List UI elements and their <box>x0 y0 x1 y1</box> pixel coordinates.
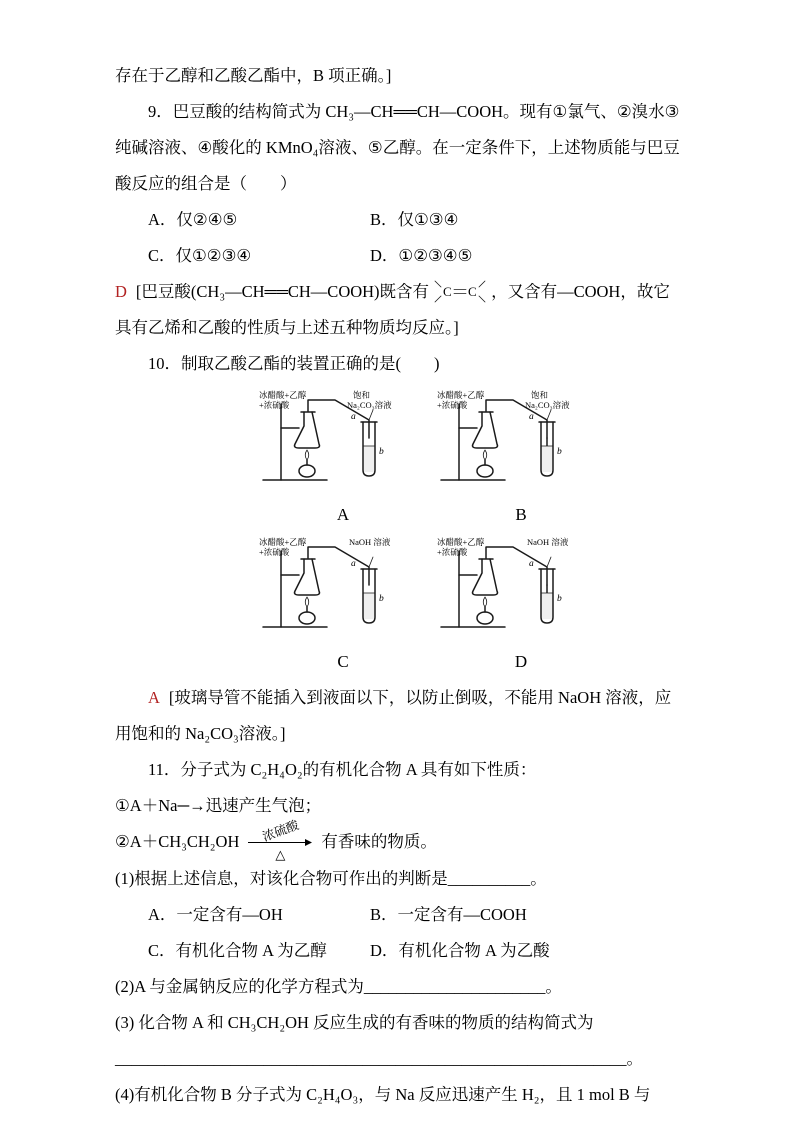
q9-option-d: D．①②③④⑤ <box>370 246 473 265</box>
apparatus-option-d <box>435 535 607 674</box>
q11-sub3-blank: ______________________________________________________________。 <box>115 1048 643 1068</box>
apparatus-d-drawing <box>435 535 607 637</box>
q10-answer-text: [玻璃导管不能插入到液面以下，以防止倒吸，不能用 NaOH 溶液，应用饱和的 Na₂CO₃溶液。] <box>115 688 672 743</box>
svg-text:C: C <box>468 284 477 299</box>
q11-condition-2-reactants: ②A＋CH₃CH₂OH <box>115 832 240 851</box>
receiver-label-line1: 饱和 <box>353 390 371 400</box>
q9-answer-text-before: [巴豆酸(CH₃—CH══CH—COOH)既含有 <box>135 282 430 301</box>
q11-option-b: B．一定含有—COOH <box>370 904 527 924</box>
reagent-label-line2: +浓硫酸 <box>259 547 290 557</box>
q11-condition-1: ①A＋Na─→迅速产生气泡； <box>115 796 322 815</box>
q9-option-a: A．仅②④⑤ <box>148 210 238 229</box>
apparatus-option-a <box>257 388 429 527</box>
q11-condition-2-product: 有香味的物质。 <box>321 832 437 851</box>
q10-answer <box>115 680 684 752</box>
q11-option-c: C．有机化合物 A 为乙醇 <box>148 940 327 960</box>
apparatus-letter-a: A <box>336 505 350 524</box>
reagent-label-line1: 冰醋酸+乙醇 <box>437 537 485 547</box>
tube-point-b-label: b <box>379 447 384 457</box>
apparatus-letter-c: C <box>337 652 349 671</box>
receiver-label-line2: Na₂CO₃溶液 <box>525 400 570 410</box>
apparatus-b-drawing <box>435 388 607 490</box>
tube-point-b-label: b <box>379 594 384 604</box>
reaction-arrow-icon <box>247 838 313 847</box>
receiver-label-line1: 饱和 <box>531 390 549 400</box>
arrow-above-label: 浓硫酸 <box>260 818 301 845</box>
receiver-label-line1: NaOH 溶液 <box>527 537 569 547</box>
q11-sub3-text: (3) 化合物 A 和 CH₃CH₂OH 反应生成的有香味的物质的结构简式为 <box>115 1012 594 1032</box>
svg-text:C: C <box>443 284 452 299</box>
q11-condition-2 <box>115 818 684 862</box>
q9-option-c: C．仅①②③④ <box>148 246 252 265</box>
apparatus-a-drawing <box>257 388 429 490</box>
q11-option-d: D．有机化合物 A 为乙酸 <box>370 940 550 960</box>
q9-options <box>115 202 684 274</box>
reagent-label-line2: +浓硫酸 <box>437 547 468 557</box>
tube-point-b-label: b <box>557 447 562 457</box>
reagent-label-line1: 冰醋酸+乙醇 <box>259 390 307 400</box>
q9-answer-letter: D <box>115 282 127 301</box>
q9-option-b: B．仅①③④ <box>370 210 459 229</box>
apparatus-option-b <box>435 388 607 527</box>
reagent-label-line1: 冰醋酸+乙醇 <box>437 390 485 400</box>
arrow-below-label: △ <box>275 846 286 862</box>
apparatus-letter-d: D <box>514 652 528 671</box>
q9-stem: 9．巴豆酸的结构简式为 CH₃—CH══CH—COOH。现有①氯气、②溴水③纯碱溶液、④酸化的 KMnO₄溶液、⑤乙醇。在一定条件下，上述物质能与巴豆酸反应的组合是（ ） <box>115 102 680 193</box>
q11-option-a: A．一定含有—OH <box>148 904 283 924</box>
reagent-label-line2: +浓硫酸 <box>259 400 290 410</box>
q11-sub3 <box>115 1005 684 1077</box>
q11-stem: 11．分子式为 C₂H₄O₂的有机化合物 A 具有如下性质： <box>148 760 537 779</box>
q9-answer-text-after: ，又含有—COOH，故它具有乙烯和乙酸的性质与上述五种物质均反应。] <box>115 282 670 337</box>
reagent-label-line1: 冰醋酸+乙醇 <box>259 537 307 547</box>
q11-sub4: (4)有机化合物 B 分子式为 C₂H₄O₃，与 Na 反应迅速产生 H₂，且 1 mol B 与 <box>115 1084 651 1104</box>
tube-point-a-label: a <box>529 559 534 569</box>
q11-sub2: (2)A 与金属钠反应的化学方程式为______________________。 <box>115 976 562 996</box>
q10-answer-letter: A <box>148 688 160 707</box>
apparatus-letter-b: B <box>515 505 527 524</box>
q11-sub1-options <box>115 897 684 969</box>
receiver-label-line2: Na₂CO₃溶液 <box>347 400 392 410</box>
q11-sub1: (1)根据上述信息，对该化合物可作出的判断是__________。 <box>115 868 547 888</box>
apparatus-c-drawing <box>257 535 429 637</box>
apparatus-option-c <box>257 535 429 674</box>
tube-point-a-label: a <box>351 412 356 422</box>
receiver-label-line1: NaOH 溶液 <box>349 537 391 547</box>
reaction-condition-arrow <box>247 818 313 862</box>
reagent-label-line2: +浓硫酸 <box>437 400 468 410</box>
q10-stem: 10．制取乙酸乙酯的装置正确的是( ) <box>148 354 440 373</box>
q10-apparatus-grid <box>257 388 684 674</box>
tube-point-b-label: b <box>557 594 562 604</box>
tube-point-a-label: a <box>351 559 356 569</box>
q9-answer <box>115 274 684 346</box>
tube-point-a-label: a <box>529 412 534 422</box>
carbon-double-bond-structure <box>433 276 487 306</box>
intro-line: 存在于乙醇和乙酸乙酯中，B 项正确。] <box>115 66 392 85</box>
